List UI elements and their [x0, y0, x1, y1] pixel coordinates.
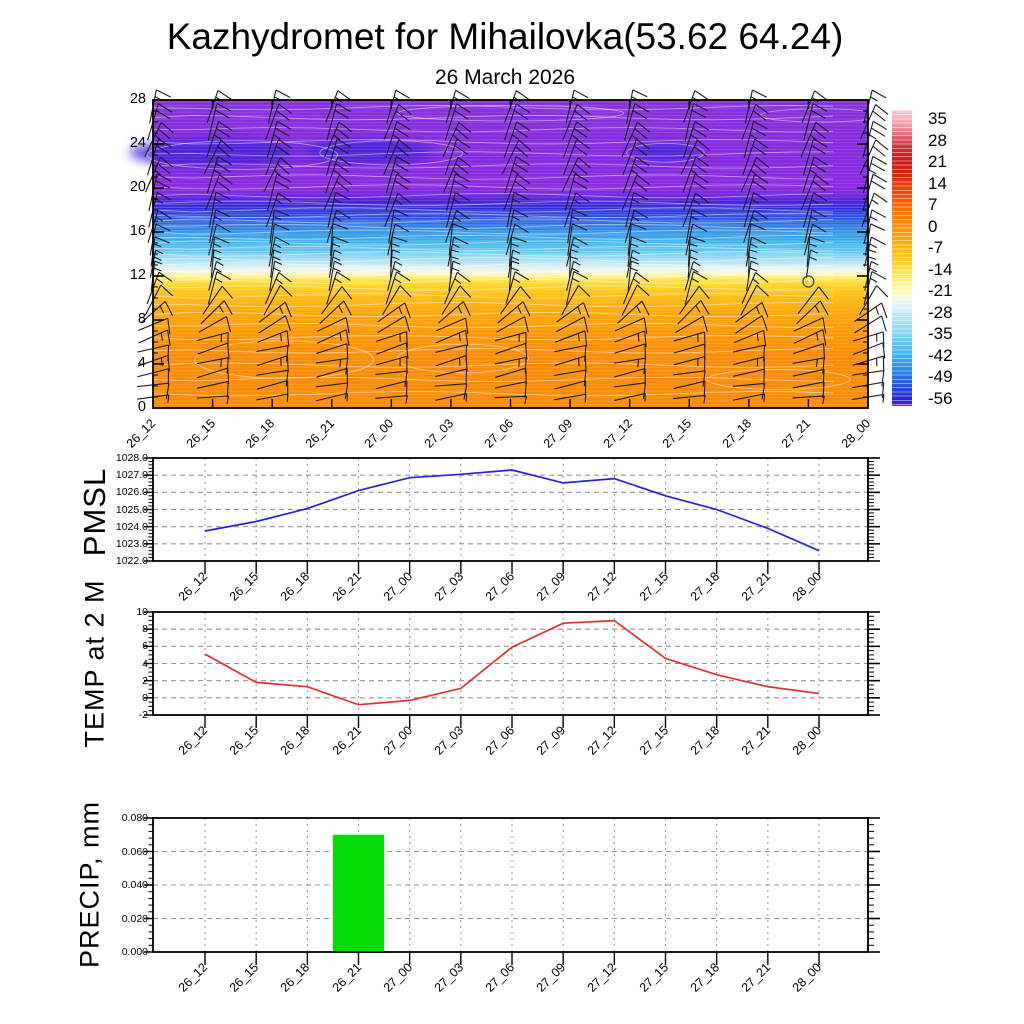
y-tick-label: 6 [142, 640, 148, 653]
y-tick-label: 16 [129, 223, 146, 239]
y-tick-label: 2 [142, 674, 148, 687]
x-tick-label: 27_03 [431, 723, 467, 758]
y-tick-label: 0.040 [121, 879, 148, 891]
axis-title-pmsl: PMSL [77, 467, 112, 557]
x-tick-label: 26_21 [329, 723, 364, 758]
colorbar-label: 21 [928, 152, 947, 172]
x-tick-label: 26_12 [123, 416, 159, 451]
x-tick-label: 27_21 [779, 416, 814, 451]
y-tick-label: 1026.0 [115, 486, 148, 499]
colorbar [892, 110, 912, 406]
x-tick-label: 28_00 [789, 960, 825, 995]
pmsl-chart [137, 458, 889, 580]
x-tick-label: 26_12 [175, 569, 211, 604]
colorbar-label: 7 [928, 195, 938, 215]
x-tick-label: 27_12 [585, 960, 620, 995]
colorbar-label: -7 [928, 238, 944, 258]
y-tick-label: 24 [129, 135, 146, 151]
y-tick-label: 1022.0 [115, 555, 148, 567]
x-tick-label: 27_15 [636, 723, 671, 758]
x-tick-label: 26_15 [183, 416, 218, 451]
x-tick-label: 27_12 [585, 569, 620, 604]
x-tick-label: 26_18 [278, 569, 313, 604]
x-tick-label: 27_06 [482, 569, 518, 604]
x-tick-label: 26_15 [226, 960, 262, 995]
x-tick-label: 27_03 [431, 569, 467, 604]
x-tick-label: 26_15 [226, 723, 262, 758]
y-tick-label: 4 [137, 355, 146, 371]
x-tick-label: 27_18 [687, 960, 722, 995]
y-tick-label: 0.060 [121, 845, 148, 858]
x-tick-label: 26_21 [329, 960, 364, 995]
x-tick-label: 27_06 [482, 960, 518, 995]
y-tick-label: 20 [129, 179, 146, 195]
x-tick-label: 26_12 [175, 723, 211, 758]
page-subtitle: 26 March 2026 [434, 66, 576, 89]
y-tick-label: 28 [129, 91, 146, 107]
x-tick-label: 27_21 [738, 960, 774, 995]
x-tick-label: 26_21 [329, 569, 364, 604]
y-tick-label: 10 [136, 606, 148, 618]
colorbar-label: -28 [928, 302, 953, 322]
x-tick-label: 27_03 [431, 960, 467, 995]
x-tick-label: 27_18 [687, 723, 722, 758]
page-title: Kazhydromet for Mihailovka(53.62 64.24) [166, 16, 844, 57]
y-tick-label: 1028.0 [115, 452, 148, 464]
x-tick-label: 27_06 [481, 416, 516, 451]
x-tick-label: 28_00 [789, 569, 825, 604]
x-tick-label: 28_00 [838, 416, 874, 451]
x-tick-label: 26_15 [226, 569, 262, 604]
y-tick-label: 1027.0 [115, 469, 148, 482]
x-tick-label: 27_09 [540, 416, 576, 451]
x-tick-label: 26_18 [278, 960, 313, 995]
colorbar-label: -14 [928, 259, 953, 279]
x-tick-label: 27_21 [738, 723, 774, 758]
colorbar-label: 0 [928, 216, 938, 236]
x-tick-label: 27_15 [636, 569, 671, 604]
x-tick-label: 27_18 [687, 569, 722, 604]
x-tick-label: 27_12 [600, 416, 635, 451]
x-tick-label: 27_03 [421, 416, 457, 451]
colorbar-label: -42 [928, 345, 953, 365]
x-tick-label: 26_12 [175, 960, 211, 995]
x-tick-label: 27_00 [362, 416, 397, 451]
x-tick-label: 26_21 [302, 416, 337, 451]
colorbar-label: -49 [928, 367, 953, 387]
x-tick-label: 27_15 [659, 416, 695, 451]
y-tick-label: 0.080 [121, 812, 148, 824]
y-tick-label: 0.000 [121, 946, 148, 958]
upper-air-chart [153, 100, 869, 412]
y-tick-label: 8 [137, 311, 146, 327]
x-tick-label: 27_15 [636, 960, 671, 995]
y-tick-label: -2 [138, 709, 148, 721]
colorbar-label: -35 [928, 324, 953, 344]
y-tick-label: 0 [137, 399, 146, 415]
y-tick-label: 0.020 [121, 912, 148, 925]
temp-chart [137, 612, 889, 734]
y-tick-label: 4 [142, 657, 148, 670]
colorbar-label: 14 [928, 173, 947, 193]
y-tick-label: 1024.0 [115, 520, 148, 533]
x-tick-label: 27_00 [380, 960, 415, 995]
x-tick-label: 27_09 [533, 960, 569, 995]
colorbar-label: -56 [928, 389, 953, 409]
colorbar-label: 28 [928, 130, 947, 150]
axis-title-precip: PRECIP, mm [74, 800, 105, 969]
y-tick-label: 8 [142, 623, 148, 636]
y-tick-label: 1025.0 [115, 503, 148, 516]
x-tick-label: 27_00 [380, 569, 415, 604]
precip-chart [137, 818, 889, 972]
x-tick-label: 27_00 [380, 723, 415, 758]
x-tick-label: 27_12 [585, 723, 620, 758]
y-tick-label: 1023.0 [115, 537, 148, 550]
x-tick-label: 27_21 [738, 569, 774, 604]
colorbar-label: 35 [928, 109, 947, 128]
x-tick-label: 27_18 [719, 416, 755, 451]
axis-title-temp: TEMP at 2 M [79, 579, 110, 748]
x-tick-label: 27_09 [533, 723, 569, 758]
x-tick-label: 26_18 [278, 723, 313, 758]
x-tick-label: 27_09 [533, 569, 569, 604]
x-tick-label: 27_06 [482, 723, 518, 758]
x-tick-label: 28_00 [789, 723, 825, 758]
colorbar-label: -21 [928, 281, 953, 301]
x-tick-label: 26_18 [242, 416, 278, 451]
y-tick-label: 0 [142, 691, 148, 704]
y-tick-label: 12 [129, 267, 146, 283]
